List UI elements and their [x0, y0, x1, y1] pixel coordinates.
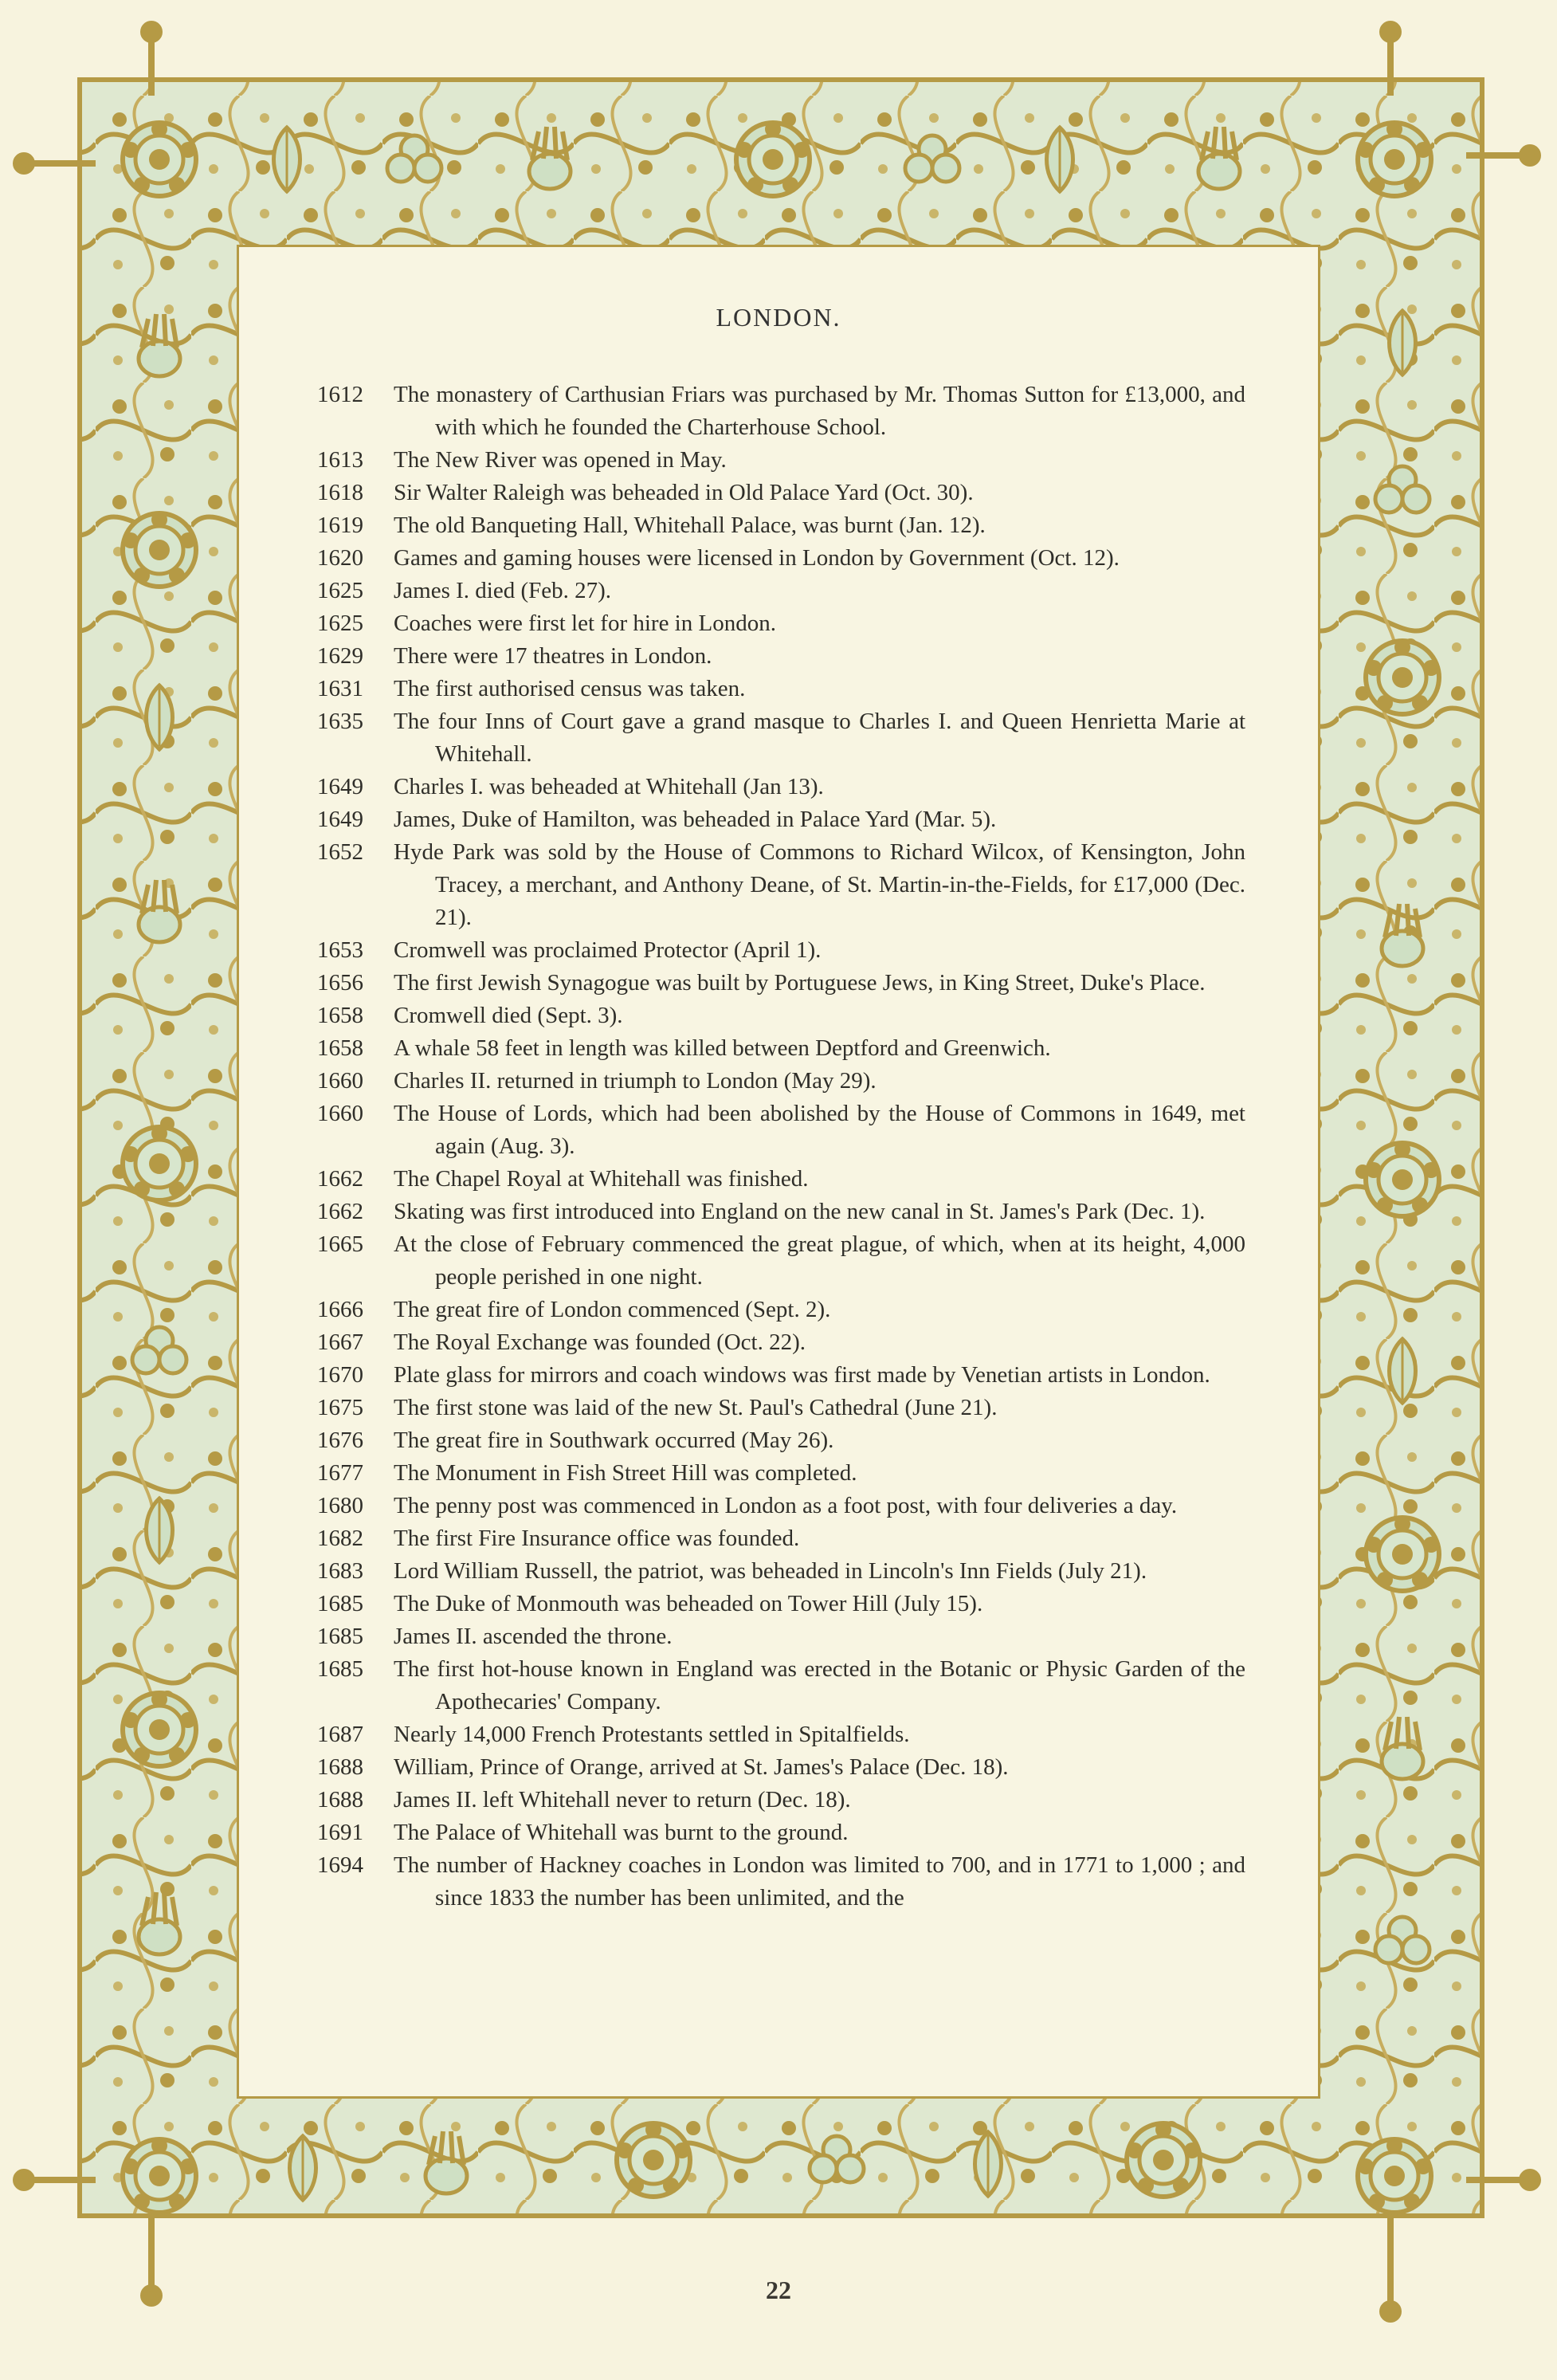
- entry-text: Coaches were first let for hire in London.: [394, 611, 776, 636]
- list-item: [317, 1065, 1245, 1098]
- entry-year: 1675: [317, 1395, 363, 1420]
- list-item: [317, 1620, 1245, 1653]
- entry-year: 1691: [317, 1820, 363, 1845]
- list-item: [317, 1228, 1245, 1294]
- entry-year: 1658: [317, 1035, 363, 1061]
- list-item: [317, 803, 1245, 836]
- entry-text: The first hot-house known in England was erected in the Botanic or Physic Garden of the Apothecaries' Company.: [394, 1656, 1245, 1714]
- list-item: [317, 1098, 1245, 1163]
- entry-year: 1649: [317, 807, 363, 832]
- list-item: [317, 1849, 1245, 1915]
- entry-text: James I. died (Feb. 27).: [394, 578, 612, 603]
- list-item: [317, 836, 1245, 934]
- entry-text: Charles I. was beheaded at Whitehall (Jan 13).: [394, 774, 824, 799]
- entry-year: 1613: [317, 447, 363, 473]
- entry-text: Sir Walter Raleigh was beheaded in Old Palace Yard (Oct. 30).: [394, 480, 974, 505]
- entry-year: 1676: [317, 1428, 363, 1453]
- entry-text: The first Fire Insurance office was founded.: [394, 1526, 800, 1551]
- list-item: [317, 1751, 1245, 1784]
- list-item: [317, 1588, 1245, 1620]
- chronology-list: [317, 379, 1245, 1915]
- entry-text: The monastery of Carthusian Friars was purchased by Mr. Thomas Sutton for £13,000, and with which he founded the Charterhouse School.: [394, 382, 1245, 440]
- entry-year: 1652: [317, 839, 363, 865]
- entry-text: The Palace of Whitehall was burnt to the ground.: [394, 1820, 849, 1845]
- entry-text: Plate glass for mirrors and coach windows was first made by Venetian artists in London.: [394, 1362, 1210, 1388]
- list-item: [317, 673, 1245, 705]
- list-item: [317, 1816, 1245, 1849]
- text-panel: [239, 247, 1318, 2096]
- list-item: [317, 1359, 1245, 1392]
- list-item: [317, 1490, 1245, 1522]
- list-item: [317, 379, 1245, 444]
- list-item: [317, 640, 1245, 673]
- entry-text: Games and gaming houses were licensed in London by Government (Oct. 12).: [394, 545, 1120, 571]
- entry-text: There were 17 theatres in London.: [394, 643, 712, 669]
- entry-text: The old Banqueting Hall, Whitehall Palace, was burnt (Jan. 12).: [394, 513, 986, 538]
- entry-text: Skating was first introduced into England on the new canal in St. James's Park (Dec. 1).: [394, 1199, 1206, 1224]
- entry-text: The first Jewish Synagogue was built by Portuguese Jews, in King Street, Duke's Place.: [394, 970, 1206, 996]
- entry-text: Cromwell was proclaimed Protector (April 1).: [394, 937, 822, 963]
- list-item: [317, 1294, 1245, 1326]
- entry-year: 1687: [317, 1722, 363, 1747]
- list-item: [317, 967, 1245, 1000]
- entry-text: The first stone was laid of the new St. Paul's Cathedral (June 21).: [394, 1395, 998, 1420]
- entry-year: 1620: [317, 545, 363, 571]
- entry-text: A whale 58 feet in length was killed between Deptford and Greenwich.: [394, 1035, 1051, 1061]
- page-number: 22: [766, 2276, 791, 2304]
- list-item: [317, 1522, 1245, 1555]
- list-item: [317, 1196, 1245, 1228]
- entry-year: 1662: [317, 1199, 363, 1224]
- entry-text: William, Prince of Orange, arrived at St. James's Palace (Dec. 18).: [394, 1754, 1009, 1780]
- entry-year: 1665: [317, 1231, 363, 1257]
- entry-text: The first authorised census was taken.: [394, 676, 746, 701]
- entry-text: James II. ascended the throne.: [394, 1624, 673, 1649]
- list-item: [317, 1392, 1245, 1424]
- entry-year: 1612: [317, 382, 363, 407]
- entry-year: 1688: [317, 1787, 363, 1812]
- entry-year: 1662: [317, 1166, 363, 1192]
- entry-text: James II. left Whitehall never to return (Dec. 18).: [394, 1787, 851, 1812]
- entry-year: 1631: [317, 676, 363, 701]
- entry-text: The great fire of London commenced (Sept. 2).: [394, 1297, 831, 1322]
- entry-text: Cromwell died (Sept. 3).: [394, 1003, 623, 1028]
- entry-year: 1629: [317, 643, 363, 669]
- entry-text: At the close of February commenced the great plague, of which, when at its height, 4,000 people perished in one night.: [394, 1231, 1245, 1290]
- entry-text: The New River was opened in May.: [394, 447, 727, 473]
- entry-year: 1649: [317, 774, 363, 799]
- entry-year: 1618: [317, 480, 363, 505]
- entry-year: 1685: [317, 1656, 363, 1682]
- list-item: [317, 1457, 1245, 1490]
- entry-text: The Royal Exchange was founded (Oct. 22).: [394, 1329, 806, 1355]
- list-item: [317, 509, 1245, 542]
- list-item: [317, 1000, 1245, 1032]
- entry-text: The Chapel Royal at Whitehall was finished.: [394, 1166, 809, 1192]
- list-item: [317, 575, 1245, 607]
- entry-text: The Duke of Monmouth was beheaded on Tower Hill (July 15).: [394, 1591, 983, 1616]
- list-item: [317, 1326, 1245, 1359]
- entry-year: 1658: [317, 1003, 363, 1028]
- entry-year: 1680: [317, 1493, 363, 1518]
- entry-text: The House of Lords, which had been abolished by the House of Commons in 1649, met again (Aug. 3).: [394, 1101, 1245, 1159]
- list-item: [317, 1718, 1245, 1751]
- entry-text: James, Duke of Hamilton, was beheaded in Palace Yard (Mar. 5).: [394, 807, 997, 832]
- entry-year: 1667: [317, 1329, 363, 1355]
- entry-year: 1677: [317, 1460, 363, 1486]
- entry-year: 1685: [317, 1624, 363, 1649]
- entry-year: 1619: [317, 513, 363, 538]
- entry-year: 1682: [317, 1526, 363, 1551]
- entry-text: Nearly 14,000 French Protestants settled in Spitalfields.: [394, 1722, 910, 1747]
- entry-text: Hyde Park was sold by the House of Commons to Richard Wilcox, of Kensington, John Tracey, a merchant, and Anthony Deane, of St. Martin-in-the-Fields, for £17,000 (Dec. 21).: [394, 839, 1245, 930]
- list-item: [317, 934, 1245, 967]
- entry-year: 1656: [317, 970, 363, 996]
- list-item: [317, 607, 1245, 640]
- entry-text: The Monument in Fish Street Hill was completed.: [394, 1460, 857, 1486]
- list-item: [317, 1653, 1245, 1718]
- entry-year: 1666: [317, 1297, 363, 1322]
- entry-year: 1625: [317, 611, 363, 636]
- entry-text: The great fire in Southwark occurred (May 26).: [394, 1428, 834, 1453]
- entry-text: The four Inns of Court gave a grand masque to Charles I. and Queen Henrietta Marie at Whitehall.: [394, 709, 1245, 767]
- list-item: [317, 1555, 1245, 1588]
- list-item: [317, 444, 1245, 477]
- entry-year: 1685: [317, 1591, 363, 1616]
- entry-text: Charles II. returned in triumph to London (May 29).: [394, 1068, 877, 1094]
- list-item: [317, 771, 1245, 803]
- entry-year: 1683: [317, 1558, 363, 1584]
- entry-text: The penny post was commenced in London as a foot post, with four deliveries a day.: [394, 1493, 1178, 1518]
- entry-year: 1653: [317, 937, 363, 963]
- entry-year: 1635: [317, 709, 363, 734]
- list-item: [317, 1784, 1245, 1816]
- entry-year: 1660: [317, 1068, 363, 1094]
- list-item: [317, 705, 1245, 771]
- entry-year: 1625: [317, 578, 363, 603]
- list-item: [317, 1032, 1245, 1065]
- entry-text: The number of Hackney coaches in London was limited to 700, and in 1771 to 1,000 ; and since 1833 the number has been unlimited, and the: [394, 1852, 1245, 1911]
- entry-year: 1688: [317, 1754, 363, 1780]
- entry-year: 1660: [317, 1101, 363, 1126]
- page-title: LONDON.: [716, 303, 841, 332]
- list-item: [317, 1163, 1245, 1196]
- entry-text: Lord William Russell, the patriot, was beheaded in Lincoln's Inn Fields (July 21).: [394, 1558, 1147, 1584]
- list-item: [317, 542, 1245, 575]
- entry-year: 1670: [317, 1362, 363, 1388]
- list-item: [317, 1424, 1245, 1457]
- list-item: [317, 477, 1245, 509]
- entry-year: 1694: [317, 1852, 363, 1878]
